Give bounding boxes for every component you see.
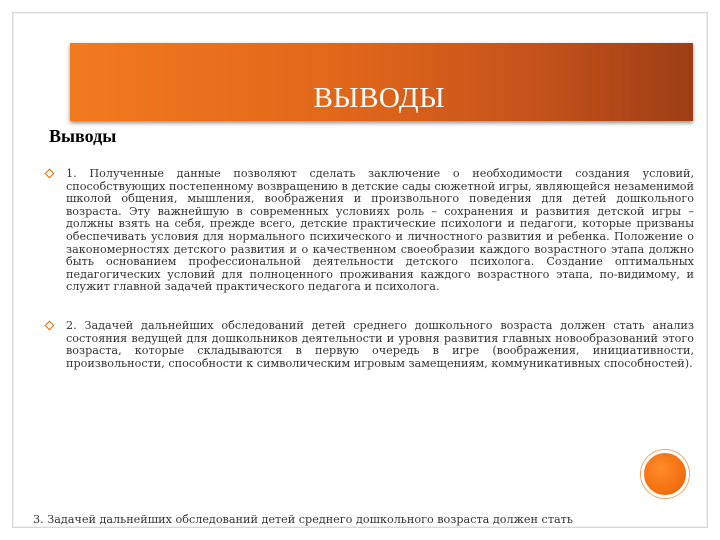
bullet-item: [44, 168, 694, 294]
bullet-item: [44, 320, 694, 370]
overflow-text: 3. Задачей дальнейших обследований детей среднего дошкольного возраста должен стать: [33, 514, 573, 526]
title-banner: [70, 43, 693, 121]
bullet-list: [44, 168, 694, 370]
bullet-text: 2. Задачей дальнейших обследований детей среднего дошкольного возраста должен стать анализ состояния ведущей для дошкольников деятельности и уровня развития главных новообразований этого возраста, которые складываются в первую очередь в игре (воображения, инициативности, произвольности, способности к символическим игровым замещениям, коммуникативных способностей).: [66, 318, 694, 370]
diamond-bullet-icon: [45, 320, 55, 330]
banner-title: ВЫВОДЫ: [313, 82, 445, 114]
bullet-text: 1. Полученные данные позволяют сделать заключение о необходимости создания условий, способствующих постепенному возвращению в детские сады сюжетной игры, являющейся незаменимой школой общения, мышления, воображения и произвольного поведения для детей дошкольного возраста. Эту важнейшую в современных условиях роль – сохранения и развития детской игры – должны взять на себя, прежде всего, детские практические психологи и педагоги, которые призваны обеспечивать условия для нормального психического и личностного развития и ребенка. Положение о закономерностях детского развития и о качественном своеобразии каждого возрастного этапа должно быть основанием профессиональной деятельности детского психолога. Создание оптимальных педагогических условий для полноценного проживания каждого возрастного этапа, по-видимому, и служит главной задачей практического педагога и психолога.: [66, 167, 694, 294]
orange-circle-decoration: [641, 450, 689, 498]
diamond-bullet-icon: [45, 169, 55, 179]
slide-heading: Выводы: [49, 126, 117, 146]
